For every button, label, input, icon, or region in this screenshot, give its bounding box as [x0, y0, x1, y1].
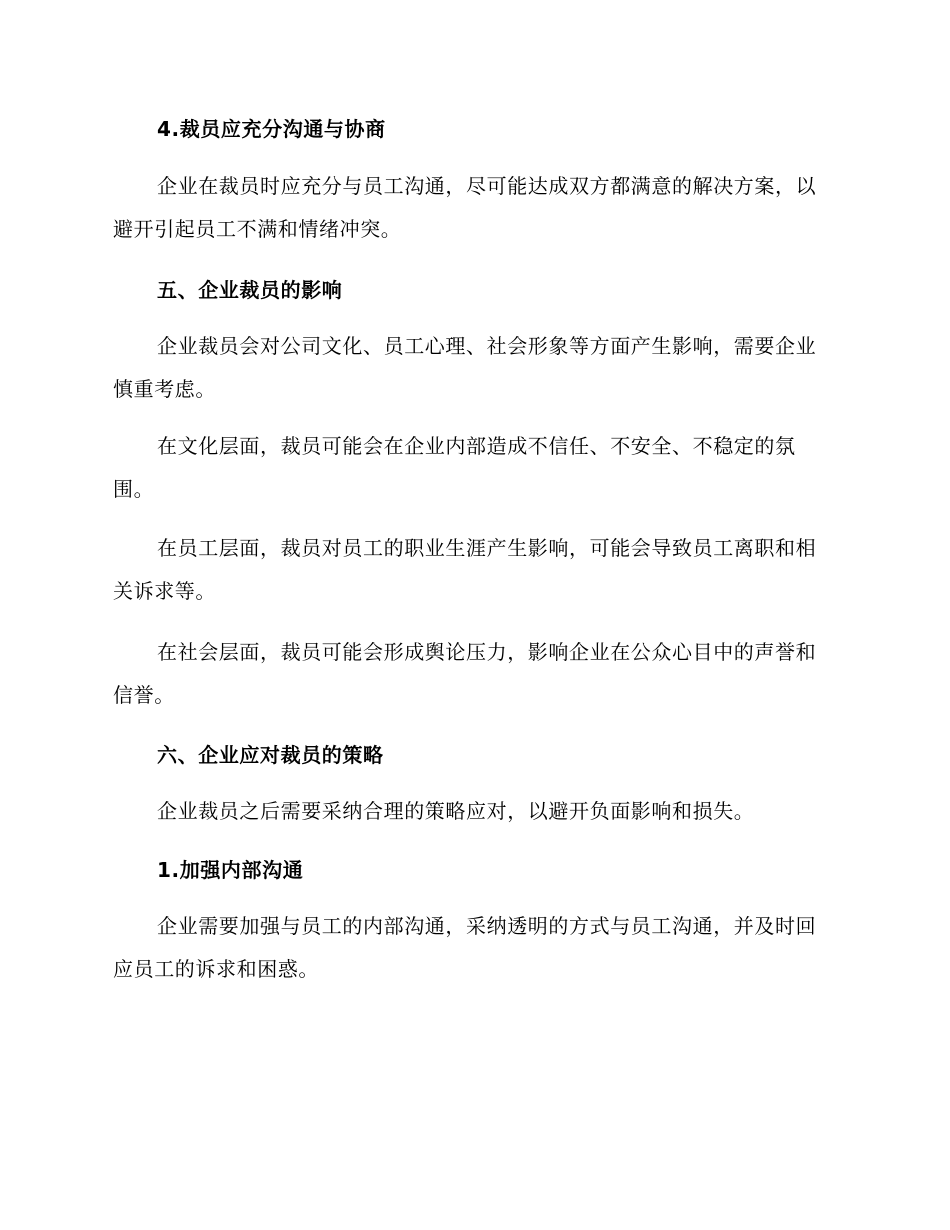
section-heading-communication-negotiation: 4.裁员应充分沟通与协商 — [157, 117, 386, 141]
paragraph-impact-society: 在社会层面，裁员可能会形成舆论压力，影响企业在公众心目中的声誉和信誉。 — [113, 640, 817, 707]
section-heading-layoff-impact: 五、企业裁员的影响 — [157, 278, 343, 302]
section-heading-coping-strategies: 六、企业应对裁员的策略 — [157, 743, 384, 767]
paragraph-communication: 企业在裁员时应充分与员工沟通，尽可能达成双方都满意的解决方案，以避开引起员工不满和情绪冲突。 — [113, 174, 817, 241]
section-heading-internal-communication: 1.加强内部沟通 — [157, 858, 304, 882]
paragraph-impact-employee: 在员工层面，裁员对员工的职业生涯产生影响，可能会导致员工离职和相关诉求等。 — [113, 536, 817, 603]
paragraph-impact-overview: 企业裁员会对公司文化、员工心理、社会形象等方面产生影响，需要企业慎重考虑。 — [113, 334, 817, 401]
paragraph-strategies-overview: 企业裁员之后需要采纳合理的策略应对，以避开负面影响和损失。 — [157, 799, 755, 823]
paragraph-impact-culture: 在文化层面，裁员可能会在企业内部造成不信任、不安全、不稳定的氛围。 — [113, 434, 796, 501]
paragraph-internal-communication: 企业需要加强与员工的内部沟通，采纳透明的方式与员工沟通，并及时回应员工的诉求和困惑。 — [113, 914, 817, 981]
